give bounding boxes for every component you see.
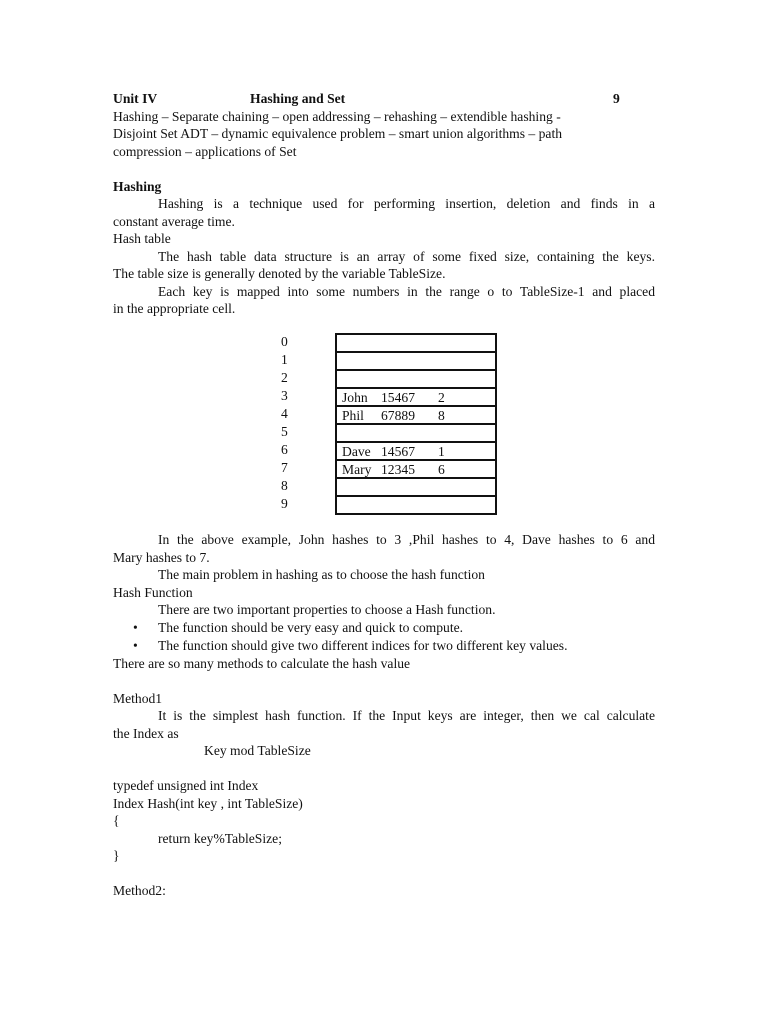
table-cell — [337, 461, 495, 479]
code-line: Index Hash(int key , int TableSize) — [113, 795, 303, 811]
code-line: return key%TableSize; — [158, 830, 282, 846]
bullet-text: The function should be very easy and quick to compute. — [158, 619, 464, 635]
paragraph-line: It is the simplest hash function. If the Input keys are integer, then we cal calculate — [158, 708, 655, 723]
cell-name: Mary — [342, 462, 372, 477]
hash-table — [335, 333, 497, 515]
unit-header — [113, 90, 655, 108]
paragraph-line: In the above example, John hashes to 3 ,Phil hashes to 4, Dave hashes to 6 and — [158, 532, 655, 547]
table-index: 5 — [281, 424, 288, 439]
intro-line: Disjoint Set ADT – dynamic equivalence problem – smart union algorithms – path — [113, 126, 563, 141]
table-cell — [337, 389, 495, 407]
code-line: typedef unsigned int Index — [113, 778, 259, 793]
unit-topic: Hashing and Set — [250, 91, 346, 106]
hash-table-figure — [113, 333, 513, 515]
cell-number: 15467 — [381, 390, 415, 405]
subheading-method1: Method1 — [113, 690, 163, 706]
document-lower — [113, 531, 655, 900]
code-line: { — [113, 813, 120, 828]
cell-name: John — [342, 390, 368, 405]
code-line: } — [113, 848, 120, 863]
table-index: 8 — [281, 478, 288, 493]
paragraph-line: Each key is mapped into some numbers in the range o to TableSize-1 and placed — [158, 283, 655, 299]
cell-code: 6 — [438, 462, 445, 477]
table-cell — [337, 479, 495, 497]
unit-label: Unit IV — [113, 91, 158, 106]
bullet-item — [113, 619, 655, 637]
table-cell — [337, 497, 495, 513]
paragraph-line: constant average time. — [113, 213, 235, 229]
intro-line: compression – applications of Set — [113, 143, 297, 159]
cell-name: Dave — [342, 444, 371, 459]
cell-number: 12345 — [381, 462, 415, 477]
table-index: 3 — [281, 388, 288, 403]
formula-line: Key mod TableSize — [204, 743, 311, 758]
paragraph-line: the Index as — [113, 725, 179, 741]
paragraph-line: The main problem in hashing as to choose the hash function — [158, 567, 485, 582]
table-index: 0 — [281, 334, 288, 349]
paragraph-line: There are two important properties to choose a Hash function. — [158, 602, 496, 617]
table-index: 7 — [281, 460, 288, 475]
table-index: 9 — [281, 496, 288, 511]
subheading-hash-function: Hash Function — [113, 584, 193, 600]
subheading-method2: Method2: — [113, 883, 166, 898]
intro-line: Hashing – Separate chaining – open addressing – rehashing – extendible hashing - — [113, 108, 561, 124]
table-index: 6 — [281, 442, 288, 457]
unit-page-number: 9 — [613, 91, 620, 106]
bullet-icon: • — [133, 637, 138, 653]
paragraph-line: Mary hashes to 7. — [113, 549, 210, 565]
paragraph-line: There are so many methods to calculate the hash value — [113, 655, 411, 671]
cell-code: 8 — [438, 408, 445, 423]
table-index: 2 — [281, 370, 288, 385]
table-cell — [337, 371, 495, 389]
table-cell — [337, 335, 495, 353]
cell-number: 67889 — [381, 408, 415, 423]
table-cell — [337, 425, 495, 443]
subheading-hash-table: Hash table — [113, 231, 171, 246]
table-cell — [337, 443, 495, 461]
paragraph-line: in the appropriate cell. — [113, 301, 236, 316]
bullet-icon: • — [133, 619, 138, 635]
bullet-text: The function should give two different indices for two different key values. — [158, 637, 568, 653]
table-index: 4 — [281, 406, 288, 421]
paragraph-line: Hashing is a technique used for performing insertion, deletion and finds in a — [158, 196, 655, 211]
cell-name: Phil — [342, 408, 364, 423]
cell-code: 1 — [438, 444, 445, 459]
section-heading-hashing: Hashing — [113, 178, 162, 194]
paragraph-line: The table size is generally denoted by the variable TableSize. — [113, 266, 446, 281]
cell-number: 14567 — [381, 444, 415, 459]
table-cell — [337, 353, 495, 371]
table-cell — [337, 407, 495, 425]
cell-code: 2 — [438, 390, 445, 405]
bullet-item — [113, 637, 655, 655]
paragraph-line: The hash table data structure is an array of some fixed size, containing the keys. — [158, 248, 655, 264]
table-index: 1 — [281, 352, 288, 367]
document-page — [113, 90, 655, 318]
